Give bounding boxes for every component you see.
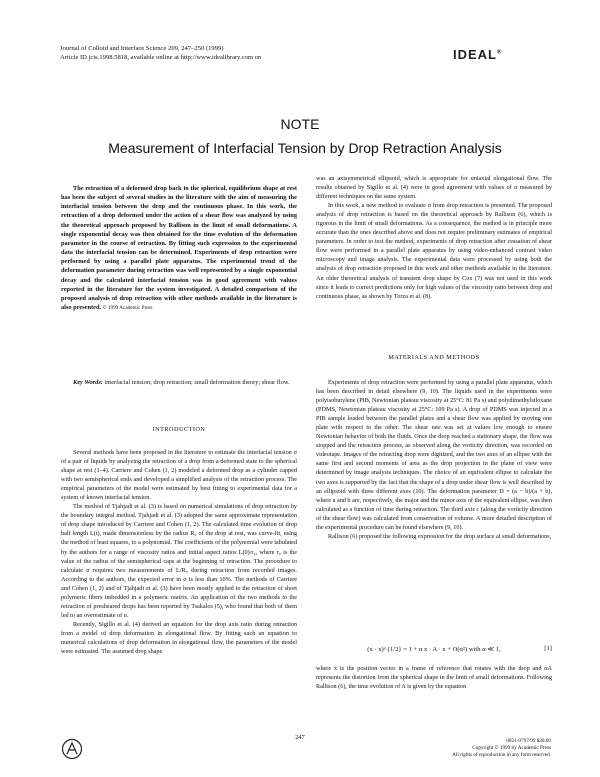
journal-line-1: Journal of Colloid and Interface Science 209, 247–250 (1999) <box>60 45 224 52</box>
abstract-copyright: © 1999 Academic Press <box>102 305 153 312</box>
copyright-line: Copyright © 1999 by Academic Press <box>472 745 551 751</box>
academic-press-logo-icon <box>61 738 83 760</box>
page-title: Measurement of Interfacial Tension by Drop Retraction Analysis <box>108 140 502 156</box>
paragraph: Recently, Sigillo et al. (4) derived an equation for the drop axis ratio during retraction from a model of drop deformation in elongational flow. By fitting such an equation to numerical calculations of drop deformation in elongational flow, the parameters of the model were estimated. The assumed drop shape <box>61 620 297 656</box>
registered-mark: ® <box>497 49 503 56</box>
paragraph: was an axisymmetrical ellipsoid, which is appropriate for uniaxial elongational flow. The results obtained by Sigillo et al. (4) were in good agreement with values of σ measured by different techniques on the same system. <box>316 175 552 201</box>
issn: 0021-9797/99 $30.00 <box>506 738 551 744</box>
paragraph: where x is the position vector in a frame of reference that rotates with the drop and αA represents the distortion from the spherical shape in the limit of small deformations. Following Rallison (6), the time evolution of A is given by the equation <box>316 665 552 691</box>
rights-line: All rights of reproduction in any form reserved. <box>452 752 551 758</box>
paragraph: The method of Tjahjadi et al. (3) is based on numerical simulations of drop retraction by the boundary integral method. Tjahjadi et al. (3) adopted the same approximate representation of drop shape introduced by Carriere and Cohen (1, 2). The calculated time evolution of drop half length L(t), made dimensionless by the radius R₀ of the drop at rest, was curve-fit, using the method of least squares, to a polynomial. The coefficients of the polynomial were tabulated by the authors for a range of viscosity ratios and initial aspect ratios L(0)/r₀, where r₀ is the value of the radius of the semispherical caps at the beginning of retraction. The procedure to calculate σ requires two measurements of L/R₀ during retraction from recorded images. According to the authors, the expected error in σ is less than 10%. The methods of Carriere and Cohen (1, 2) and of Tjahjadi et al. (3) have been mostly applied to the retraction of short polymeric fibers imbedded in a polymeric matrix. An application of the two methods to the retraction of presheared drops has been reported by Tsakalos (5), who found that both of them led to an overestimate of σ. <box>61 503 297 619</box>
journal-line-2: Article ID jcis.1998.5818, available online at http://www.idealibrary.com on <box>60 54 262 61</box>
methods-heading: MATERIALS AND METHODS <box>388 354 480 361</box>
ideal-logo <box>453 47 502 62</box>
right-column-intro <box>316 174 552 301</box>
footer-rights <box>380 738 551 759</box>
keywords-label: Key Words: <box>73 379 103 386</box>
section-label: NOTE <box>280 116 320 132</box>
equation-1 <box>316 645 552 653</box>
page-number: 247 <box>295 734 305 741</box>
ideal-logo-text: IDEAL <box>453 47 497 62</box>
paragraph: Rallison (6) proposed the following expression for the drop surface at small deformations, <box>328 532 552 540</box>
abstract <box>61 184 297 313</box>
introduction-heading: INTRODUCTION <box>152 426 206 433</box>
abstract-text: The retraction of a deformed drop back to the spherical, equilibrium shape at rest has been the subject of several studies in the literature with the aim of measuring the interfacial tension between the drop and the continuous phase. In this work, the retraction of a drop deformed under the action of a shear flow was analyzed by using the theoretical approach proposed by Rallison in the limit of small deformations. A single exponential decay was then obtained for the time evolution of the deformation parameter in the course of retraction. By fitting such expression to the experimental data the interfacial tension can be determined. Experiments of drop retraction were performed by using a parallel plate apparatus. The experimental trend of the deformation parameter during retraction was well represented by a single exponential decay and the calculated interfacial tension was in good agreement with values reported in the literature for the system investigated. A detailed comparison of the proposed analysis of drop retraction with other methods available in the literature is also presented. © 1999 Academic Press <box>61 185 297 312</box>
paragraph: Experiments of drop retraction were performed by using a parallel plate apparatus, which has been described in detail elsewhere (9, 10). The liquids used in the experiments were polyisobutylene (PIB, Newtonian plateau viscosity at 25°C: 81 Pa s) and polydimethylsiloxane (PDMS, Newtonian plateau viscosity at 25°C: 109 Pa s). A drop of PDMS was injected in a PIB sample loaded between the parallel plates and a shear flow was applied by moving one plate with respect to the other. The shear rate was set at values low enough to ensure Newtonian behavior of both the fluids. Once the drop reached a stationary shape, the flow was stopped and the retraction process, as observed along the vorticity direction, was recorded on videotape. Images of the retracting drop were digitized, and the two axes of an ellipse with the same first and second moments of area as the drop projection in the plane of view were determined by image analysis techniques. The choice of an equivalent ellipse to calculate the two axes is supported by the fact that the shape of a drop under shear flow is well described by an ellipsoid with three different axes (10). The deformation parameter D = (a − b)/(a + b), where a and b are, respectively, the major and the minor axis of the equivalent ellipse, was then calculated as a function of time during retraction. The third axis c (along the vorticity direction of the shear flow) was calculated from conservation of volume. A more detailed description of the experimental procedure can be found elsewhere (9, 10). <box>316 379 553 531</box>
keywords-text: interfacial tension; drop retraction; small deformation theory; shear flow. <box>104 379 290 386</box>
journal-citation <box>60 44 261 62</box>
left-column-body <box>61 448 297 656</box>
paragraph: Several methods have been proposed in the literature to estimate the interfacial tension σ of a pair of liquids by analyzing the retraction of a drop from a deformed state to the spherical shape at rest (1–4). Carriere and Cohen (1, 2) modeled a deformed drop as a cylinder capped with two semispherical ends and developed a simplified analysis of the retraction process. The empirical parameters of the model were estimated by best fitting to experimental data for a system of known interfacial tension. <box>61 449 297 502</box>
keywords <box>61 378 297 387</box>
right-column-tail <box>316 664 552 691</box>
right-column-methods <box>316 378 552 541</box>
equation-text: (x · x)^{1/2} = 1 + α x · A · x + O(α²) with α ≪ 1, <box>367 646 501 653</box>
paragraph: In this work, a new method to evaluate σ from drop retraction is presented. The proposed analysis of drop retraction is based on the theoretical approach by Rallison (6), which is rigorous in the limit of small deformations. As a consequence, the method is in principle more accurate than the ones described above and does not require preliminary estimates of empirical parameters. In order to test the method, experiments of drop retraction after cessation of shear flow were performed in a parallel plate apparatus by using video-enhanced contrast video microscopy and image analysis. The experimental data were processed by using both the analysis of drop retraction proposed in this work and other methods available in the literature. An older theoretical analysis of transient drop shape by Cox (7) was not used in this work since it leads to correct predictions only for high values of the viscosity ratio between drop and continuous phase, as shown by Torza et al. (8). <box>316 202 552 300</box>
equation-number: [1] <box>544 645 552 652</box>
